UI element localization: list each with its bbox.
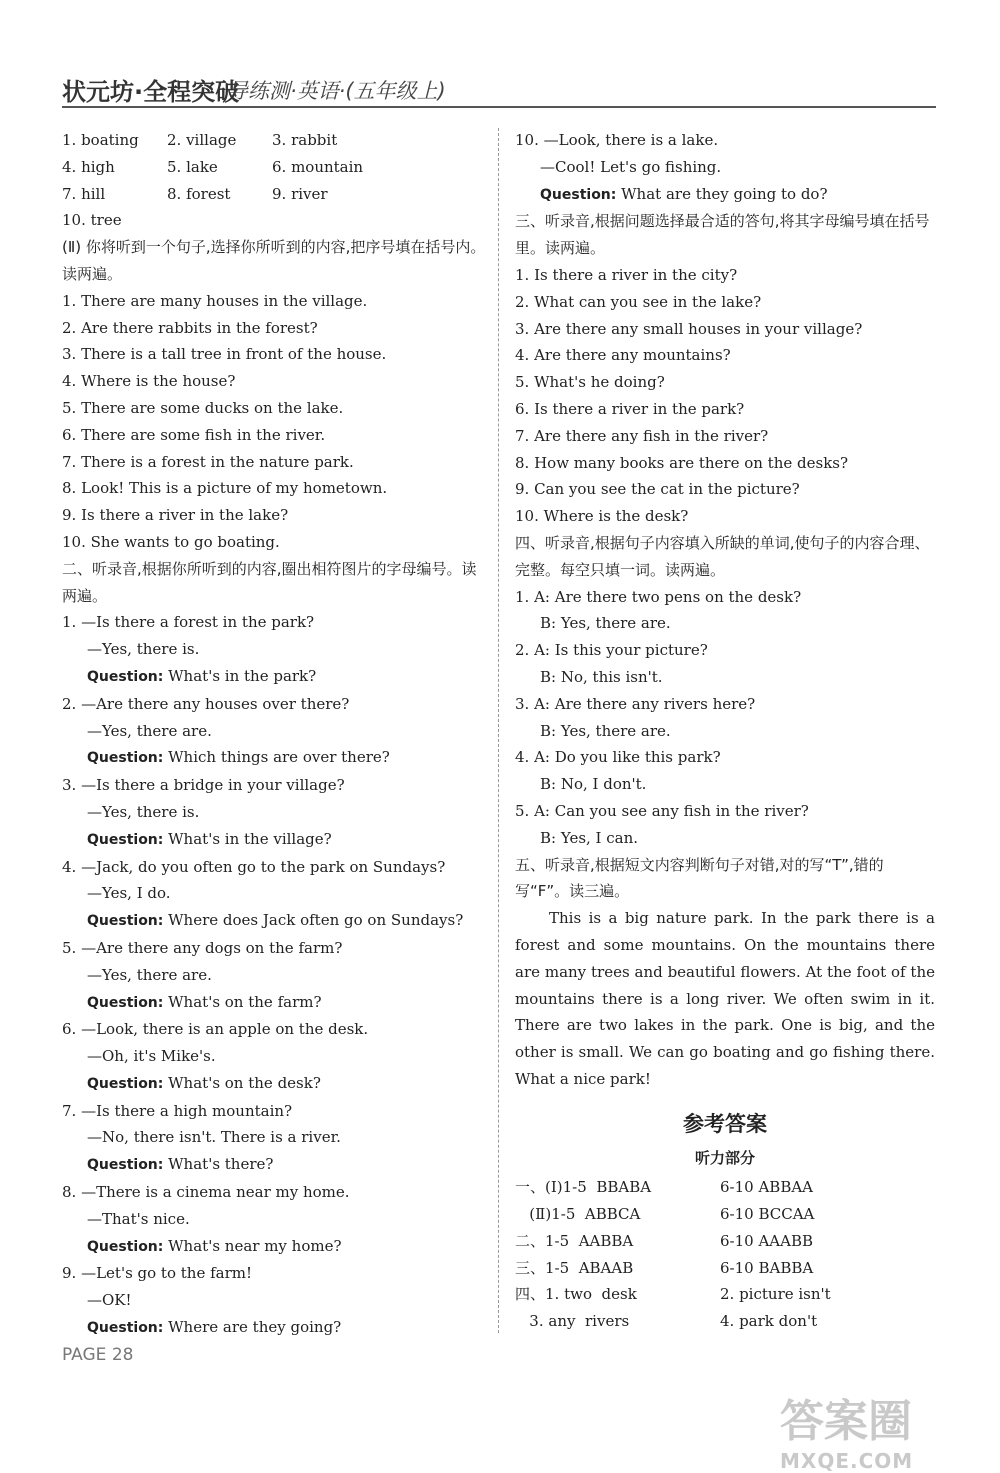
question-item: 1. Is there a river in the city?: [515, 265, 738, 284]
section4-instruction: 四、听录音,根据句子内容填入所缺的单词,使句子的内容合理、完整。每空只填一词。读两遍。: [515, 533, 930, 579]
question-label: Question:: [87, 994, 164, 1011]
question-text: What's on the desk?: [163, 1073, 321, 1092]
dialog-item: [62, 935, 487, 1016]
dialog-line: 6. —Look, there is an apple on the desk.: [62, 1020, 369, 1039]
answer-row: [515, 1255, 935, 1282]
dialog-reply: —No, there isn't. There is a river.: [87, 1128, 341, 1147]
question-label: Question:: [87, 913, 164, 930]
dialog-line: 1. —Is there a forest in the park?: [62, 613, 315, 632]
column-divider: [498, 128, 499, 1333]
dialog-item: [62, 1179, 487, 1260]
exchange-a: 3. A: Are there any rivers here?: [515, 694, 756, 713]
answer-right: 6-10 BCCAA: [720, 1205, 815, 1224]
answer-right: 2. picture isn't: [720, 1285, 831, 1304]
question-label: Question:: [87, 831, 164, 848]
question-label: Question:: [87, 1075, 164, 1092]
word-item: 7. hill: [62, 184, 106, 203]
page-number: PAGE 28: [62, 1345, 134, 1365]
dialog-item: [62, 1016, 487, 1097]
dialog-reply: —Yes, there is.: [87, 802, 200, 821]
sentence-item: 1. There are many houses in the village.: [62, 291, 368, 310]
section2-instruction: 二、听录音,根据你所听到的内容,圈出相符图片的字母编号。读两遍。: [62, 559, 477, 605]
word-item: 8. forest: [167, 184, 231, 203]
dialog-line: 7. —Is there a high mountain?: [62, 1101, 293, 1120]
answer-row: [515, 1174, 935, 1201]
answer-left: 3. any rivers: [515, 1312, 630, 1331]
word-item: 2. village: [167, 131, 237, 149]
exchange-a: 4. A: Do you like this park?: [515, 748, 721, 767]
dialog-reply: —That's nice.: [87, 1209, 190, 1228]
question-text: Which things are over there?: [163, 748, 390, 767]
part2-instruction: (Ⅱ) 你将听到一个句子,选择你所听到的内容,把序号填在括号内。读两遍。: [62, 238, 486, 283]
question-text: What's there?: [163, 1155, 274, 1174]
answer-left: 三、1-5 ABAAB: [515, 1258, 634, 1277]
exchange-b: B: Yes, there are.: [540, 721, 671, 740]
dialog-reply: —Yes, there is.: [87, 640, 200, 659]
question-label: Question:: [87, 668, 164, 685]
word-row: [62, 127, 487, 154]
exchange-a: 1. A: Are there two pens on the desk?: [515, 587, 802, 606]
question-text: What's in the village?: [163, 829, 332, 848]
question-item: 5. What's he doing?: [515, 373, 665, 392]
answer-left: 四、1. two desk: [515, 1285, 637, 1304]
dialog-item: [62, 691, 487, 772]
book-brand: 状元坊·全程突破: [62, 78, 240, 106]
question-item: 3. Are there any small houses in your village?: [515, 319, 863, 338]
word-item: 3. rabbit: [272, 131, 338, 149]
answer-row: [515, 1228, 935, 1255]
dialog-line: 8. —There is a cinema near my home.: [62, 1183, 350, 1202]
left-column: [62, 127, 487, 1342]
answer-row: [515, 1308, 935, 1335]
book-subtitle: 导练测·英语·(五年级上): [227, 79, 446, 103]
answer-right: 6-10 BABBA: [720, 1258, 814, 1277]
question-text: What's on the farm?: [163, 992, 322, 1011]
word-item: 9. river: [272, 184, 328, 203]
answer-right: 4. park don't: [720, 1312, 818, 1331]
sentence-item: 9. Is there a river in the lake?: [62, 506, 289, 525]
watermark: [780, 1385, 913, 1473]
question-label: Question:: [87, 1320, 164, 1337]
question-label: Question:: [87, 1157, 164, 1174]
dialog-reply: —Oh, it's Mike's.: [87, 1047, 216, 1066]
section3-instruction: 三、听录音,根据问题选择最合适的答句,将其字母编号填在括号里。读两遍。: [515, 212, 930, 258]
dialog-line: 5. —Are there any dogs on the farm?: [62, 938, 343, 957]
dialog-line: 3. —Is there a bridge in your village?: [62, 776, 345, 795]
page-header: [62, 70, 936, 108]
question-item: 10. Where is the desk?: [515, 507, 689, 526]
dialog-line: 2. —Are there any houses over there?: [62, 694, 350, 713]
exchange-a: 5. A: Can you see any fish in the river?: [515, 801, 809, 820]
question-item: 9. Can you see the cat in the picture?: [515, 480, 800, 499]
dialog-reply: —Yes, there are.: [87, 721, 212, 740]
sentence-item: 10. She wants to go boating.: [62, 532, 280, 551]
answers-subtitle: 听力部分: [694, 1149, 755, 1168]
dialog-reply: —Cool! Let's go fishing.: [540, 157, 722, 176]
section5-instruction: 五、听录音,根据短文内容判断句子对错,对的写“T”,错的写“F”。读三遍。: [515, 855, 884, 901]
answer-right: 6-10 AAABB: [720, 1231, 814, 1250]
dialog-item: [62, 1260, 487, 1341]
word-item: 4. high: [62, 157, 115, 176]
answers-title: 参考答案: [683, 1111, 767, 1136]
answer-row: [515, 1201, 935, 1228]
question-text: Where are they going?: [163, 1318, 342, 1337]
sentence-item: 6. There are some fish in the river.: [62, 425, 326, 444]
watermark-logo: 答案圈: [780, 1396, 912, 1447]
dialog-reply: —OK!: [87, 1291, 132, 1310]
dialog-item: [62, 854, 487, 935]
word-item: 10. tree: [62, 211, 122, 230]
question-text: Where does Jack often go on Sundays?: [163, 911, 464, 930]
exchange-b: B: Yes, there are.: [540, 614, 671, 633]
sentence-item: 3. There is a tall tree in front of the house.: [62, 345, 387, 364]
sentence-item: 2. Are there rabbits in the forest?: [62, 318, 318, 337]
question-label: Question:: [540, 186, 617, 203]
question-item: 4. Are there any mountains?: [515, 346, 731, 365]
question-text: What's in the park?: [163, 666, 317, 685]
answer-left: 一、(Ⅰ)1-5 BBABA: [515, 1178, 652, 1197]
right-column: [515, 127, 935, 1335]
exchange-b: B: No, I don't.: [540, 775, 647, 794]
question-text: What's near my home?: [163, 1236, 342, 1255]
exchange-b: B: No, this isn't.: [540, 667, 663, 686]
answer-right: 6-10 ABBAA: [720, 1178, 814, 1197]
question-item: 6. Is there a river in the park?: [515, 399, 745, 418]
word-item: 5. lake: [167, 157, 218, 176]
answer-row: [515, 1281, 935, 1308]
dialog-line: 4. —Jack, do you often go to the park on Sundays?: [62, 857, 446, 876]
word-row: [62, 181, 487, 208]
word-item: 6. mountain: [272, 157, 364, 176]
passage: This is a big nature park. In the park there is a forest and some mountains. On the mountains there are many trees and beautiful flowers. At the foot of the mountains there is a long river. We often swim in it. There are two lakes in the park. One is big, and the other is small. We can go boating and go fishing there. What a nice park!: [515, 909, 935, 1088]
dialog-reply: —Yes, there are.: [87, 965, 212, 984]
dialog-item: [62, 1098, 487, 1179]
question-item: 7. Are there any fish in the river?: [515, 426, 769, 445]
question-label: Question:: [87, 1238, 164, 1255]
exchange-a: 2. A: Is this your picture?: [515, 641, 708, 660]
sentence-item: 4. Where is the house?: [62, 372, 236, 391]
question-text: What are they going to do?: [616, 184, 828, 203]
dialog-item: [515, 127, 935, 208]
answer-left: 二、1-5 AABBA: [515, 1231, 634, 1250]
sentence-item: 8. Look! This is a picture of my hometown.: [62, 479, 388, 498]
dialog-item: [62, 772, 487, 853]
watermark-url: MXQE.COM: [780, 1449, 914, 1473]
word-row: [62, 154, 487, 181]
exchange-b: B: Yes, I can.: [540, 828, 639, 847]
sentence-item: 7. There is a forest in the nature park.: [62, 452, 354, 471]
question-item: 8. How many books are there on the desks?: [515, 453, 849, 472]
question-item: 2. What can you see in the lake?: [515, 292, 762, 311]
answer-left: (Ⅱ)1-5 ABBCA: [515, 1205, 641, 1224]
question-label: Question:: [87, 750, 164, 767]
dialog-reply: —Yes, I do.: [87, 884, 171, 903]
dialog-line: 10. —Look, there is a lake.: [515, 131, 719, 149]
word-item: 1. boating: [62, 131, 139, 149]
sentence-item: 5. There are some ducks on the lake.: [62, 398, 344, 417]
dialog-line: 9. —Let's go to the farm!: [62, 1264, 253, 1283]
dialog-item: [62, 609, 487, 690]
